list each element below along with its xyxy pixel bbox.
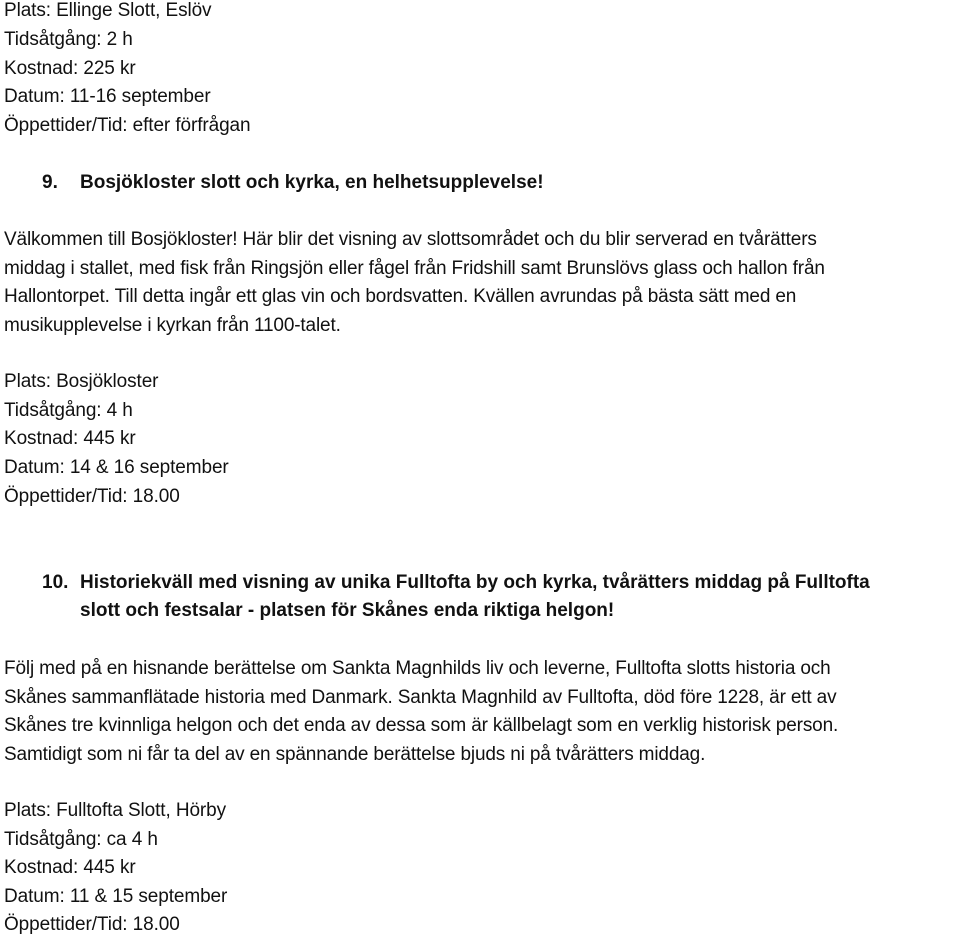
description-line: Skånes tre kvinnliga helgon och det enda av dessa som är källbelagt som en verklig historisk person. xyxy=(4,715,839,737)
detail-duration: Tidsåtgång: 2 h xyxy=(4,29,133,50)
section-title: Bosjökloster slott och kyrka, en helhetsupplevelse! xyxy=(80,172,544,193)
detail-duration: Tidsåtgång: 4 h xyxy=(4,400,133,421)
detail-opening-hours: Öppettider/Tid: 18.00 xyxy=(4,914,180,935)
detail-place: Plats: Ellinge Slott, Eslöv xyxy=(4,0,212,21)
detail-opening-hours: Öppettider/Tid: efter förfrågan xyxy=(4,115,251,136)
section-title-line: Historiekväll med visning av unika Fulltofta by och kyrka, tvårätters middag på Fulltofta xyxy=(80,572,870,593)
description-line: Skånes sammanflätade historia med Danmark. Sankta Magnhild av Fulltofta, död före 1228, är ett av xyxy=(4,686,837,708)
section-description-9 xyxy=(4,226,956,341)
detail-cost: Kostnad: 225 kr xyxy=(4,58,136,79)
detail-place: Plats: Fulltofta Slott, Hörby xyxy=(4,800,227,821)
detail-date: Datum: 11 & 15 september xyxy=(4,886,228,907)
detail-date: Datum: 14 & 16 september xyxy=(4,457,229,478)
detail-cost: Kostnad: 445 kr xyxy=(4,428,136,449)
description-line: middag i stallet, med fisk från Ringsjön eller fågel från Fridshill samt Brunslövs glass och hallon från xyxy=(4,257,825,279)
detail-date: Datum: 11-16 september xyxy=(4,86,211,107)
description-line: Följ med på en hisnande berättelse om Sankta Magnhilds liv och leverne, Fulltofta slotts historia och xyxy=(4,658,831,679)
section-number: 9. xyxy=(42,172,58,193)
detail-cost: Kostnad: 445 kr xyxy=(4,857,136,878)
description-line: Samtidigt som ni får ta del av en spännande berättelse bjuds ni på tvårätters middag. xyxy=(4,744,706,766)
section-heading-10 xyxy=(0,570,960,626)
section-title-line: slott och festsalar - platsen för Skånes enda riktiga helgon! xyxy=(80,600,615,621)
detail-place: Plats: Bosjökloster xyxy=(4,371,159,392)
detail-opening-hours: Öppettider/Tid: 18.00 xyxy=(4,486,180,507)
section-number: 10. xyxy=(42,572,69,593)
detail-duration: Tidsåtgång: ca 4 h xyxy=(4,829,158,850)
description-line: Välkommen till Bosjökloster! Här blir det visning av slottsområdet och du blir serverad en tvårätters xyxy=(4,229,817,250)
description-line: Hallontorpet. Till detta ingår ett glas vin och bordsvatten. Kvällen avrundas på bästa sätt med en xyxy=(4,286,797,308)
description-line: musikupplevelse i kyrkan från 1100-talet. xyxy=(4,315,341,337)
section-description-10 xyxy=(4,655,956,770)
